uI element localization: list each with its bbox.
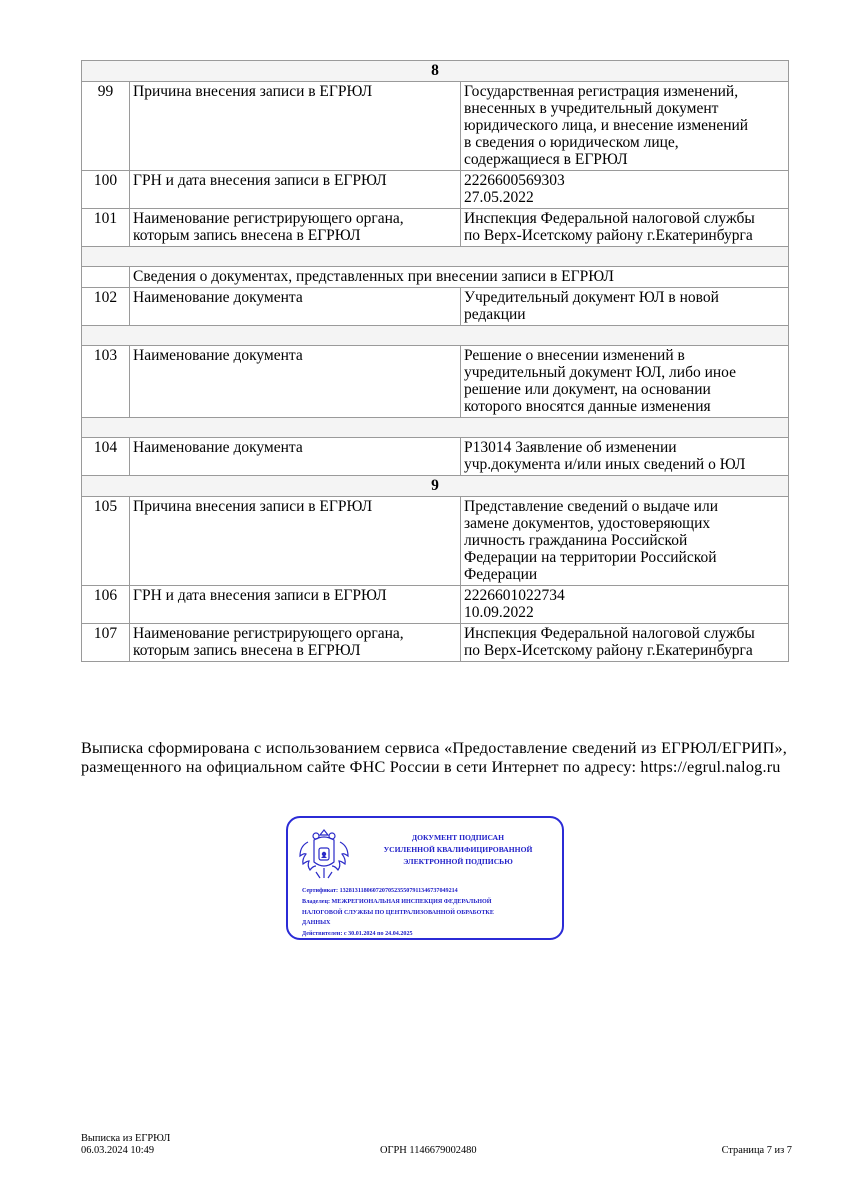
table-row	[82, 209, 789, 247]
stamp-title	[358, 832, 558, 868]
footer-page-number: Страница 7 из 7	[721, 1145, 792, 1156]
field-label: Наименование документа	[130, 288, 461, 326]
table-row	[82, 438, 789, 476]
field-label: ГРН и дата внесения записи в ЕГРЮЛ	[130, 586, 461, 624]
table-row	[82, 497, 789, 586]
stamp-info	[302, 886, 557, 940]
section-header-row	[82, 61, 789, 82]
field-value: Инспекция Федеральной налоговой службы по Верх-Исетскому району г.Екатеринбурга	[461, 624, 789, 662]
row-number: 106	[82, 586, 130, 624]
stamp-owner: Владелец: МЕЖРЕГИОНАЛЬНАЯ ИНСПЕКЦИЯ ФЕДЕРАЛЬНОЙ	[302, 898, 492, 905]
empty-cell	[82, 267, 130, 288]
footer-date: 06.03.2024 10:49	[81, 1144, 155, 1156]
row-number: 100	[82, 171, 130, 209]
stamp-title-line: ЭЛЕКТРОННОЙ ПОДПИСЬЮ	[403, 857, 513, 866]
field-label: Наименование регистрирующего органа, которым запись внесена в ЕГРЮЛ	[130, 209, 461, 247]
spacer-row	[82, 418, 789, 438]
field-label: Наименование документа	[130, 346, 461, 418]
stamp-owner: НАЛОГОВОЙ СЛУЖБЫ ПО ЦЕНТРАЛИЗОВАННОЙ ОБРАБОТКЕ	[302, 909, 494, 916]
footer-title: Выписка из ЕГРЮЛ	[81, 1133, 171, 1144]
row-number: 102	[82, 288, 130, 326]
stamp-title-line: ДОКУМЕНТ ПОДПИСАН	[411, 833, 505, 842]
stamp-certificate: Сертификат: 13281311806072070523550791134673704921​4	[302, 888, 458, 894]
footer-ogrn: ОГРН 1146679002480	[380, 1145, 477, 1156]
stamp-title-line: УСИЛЕННОЙ КВАЛИФИЦИРОВАННОЙ	[383, 845, 533, 854]
field-value: 2226601022734 10.09.2022	[461, 586, 789, 624]
subheader-text: Сведения о документах, представленных при внесении записи в ЕГРЮЛ	[130, 267, 789, 288]
coat-of-arms-icon	[294, 824, 354, 884]
spacer-row	[82, 247, 789, 267]
egrul-table	[81, 60, 789, 662]
section-number: 8	[82, 61, 789, 82]
table-row	[82, 171, 789, 209]
stamp-validity: Действителен: с 30.01.2024 по 24.04.2025	[302, 931, 413, 938]
spacer-row	[82, 326, 789, 346]
row-number: 107	[82, 624, 130, 662]
table-row	[82, 624, 789, 662]
spacer-cell	[82, 418, 789, 438]
field-value: Инспекция Федеральной налоговой службы по Верх-Исетскому району г.Екатеринбурга	[461, 209, 789, 247]
subheader-row	[82, 267, 789, 288]
table-row	[82, 586, 789, 624]
row-number: 105	[82, 497, 130, 586]
row-number: 104	[82, 438, 130, 476]
signature-stamp	[286, 816, 564, 940]
row-number: 101	[82, 209, 130, 247]
spacer-cell	[82, 247, 789, 267]
section-number: 9	[82, 476, 789, 497]
field-label: ГРН и дата внесения записи в ЕГРЮЛ	[130, 171, 461, 209]
stamp-owner: ДАННЫХ	[302, 920, 331, 927]
field-value: 2226600569303 27.05.2022	[461, 171, 789, 209]
table-row	[82, 346, 789, 418]
field-value: Учредительный документ ЮЛ в новой редакции	[461, 288, 789, 326]
field-value: Решение о внесении изменений в учредительный документ ЮЛ, либо иное решение или документ, на основании которого вносятся данные изменения	[461, 346, 789, 418]
row-number: 99	[82, 82, 130, 171]
field-label: Наименование документа	[130, 438, 461, 476]
field-label: Наименование регистрирующего органа, которым запись внесена в ЕГРЮЛ	[130, 624, 461, 662]
footer-extract-info	[81, 1133, 170, 1156]
field-value: Р13014 Заявление об изменении учр.документа и/или иных сведений о ЮЛ	[461, 438, 789, 476]
field-label: Причина внесения записи в ЕГРЮЛ	[130, 82, 461, 171]
table-row	[82, 288, 789, 326]
field-value: Государственная регистрация изменений, внесенных в учредительный документ юридического лица, и внесение изменений в сведения о юридическом лице, содержащиеся в ЕГРЮЛ	[461, 82, 789, 171]
extract-note: Выписка сформирована с использованием сервиса «Предоставление сведений из ЕГРЮЛ/ЕГРИП», размещенного на официальном сайте ФНС России в сети Интернет по адресу: https://egrul.nalog.ru	[81, 739, 787, 776]
section-header-row	[82, 476, 789, 497]
spacer-cell	[82, 326, 789, 346]
field-label: Причина внесения записи в ЕГРЮЛ	[130, 497, 461, 586]
field-value: Представление сведений о выдаче или замене документов, удостоверяющих личность гражданина Российской Федерации на территории Российской Федерации	[461, 497, 789, 586]
row-number: 103	[82, 346, 130, 418]
table-row	[82, 82, 789, 171]
